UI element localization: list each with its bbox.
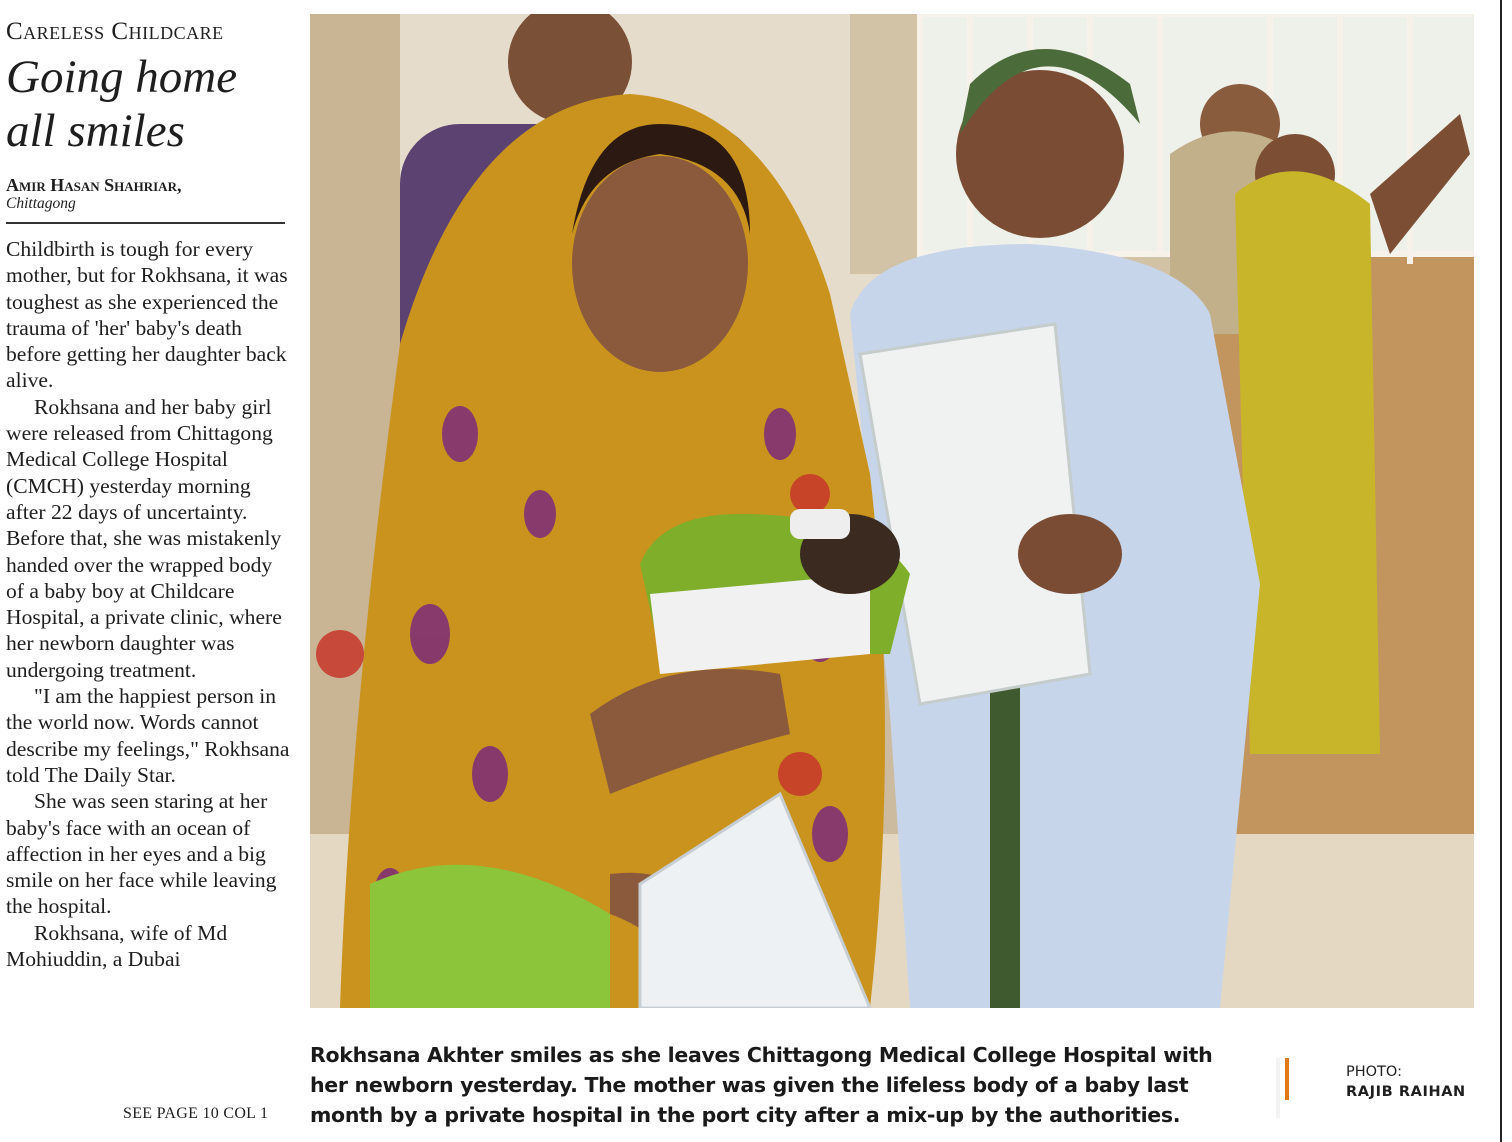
story-paragraph: Childbirth is tough for every mother, but for Rokhsana, it was toughest as she experienced the trauma of 'her' baby's death before getting her daughter back alive. (6, 237, 288, 393)
photo-caption: Rokhsana Akhter smiles as she leaves Chittagong Medical College Hospital with her newborn yesterday. The mother was given the lifeless body of a baby last month by a private hospital in the port city after a mix-up by the authorities. (310, 1043, 1213, 1127)
news-photo (310, 14, 1474, 1008)
story-paragraph: "I am the happiest person in the world now. Words cannot describe my feelings," Rokhsana told The Daily Star. (6, 684, 290, 787)
byline-divider (6, 222, 285, 224)
story-paragraph: Rokhsana and her baby girl were released from Chittagong Medical College Hospital (CMCH) yesterday morning after 22 days of uncertainty. Before that, she was mistakenly handed over the wrapped body of a baby boy at Childcare Hospital, a private clinic, where her newborn daughter was undergoing treatment. (6, 394, 282, 682)
photographer-name: RAJIB RAIHAN (1346, 1084, 1466, 1100)
byline: Amir Hasan Shahriar, (6, 175, 182, 195)
story-paragraph: Rokhsana, wife of Md Mohiuddin, a Dubai (6, 920, 228, 972)
caption-accent-bar (1276, 1058, 1280, 1118)
story-paragraph: She was seen staring at her baby's face with an ocean of affection in her eyes and a big smile on her face while leaving the hospital. (6, 789, 277, 919)
story-column (6, 18, 290, 972)
page-edge-rule (1500, 0, 1502, 1142)
dateline: Chittagong (6, 195, 76, 212)
story-kicker: Careless Childcare (6, 18, 224, 45)
story-headline: Going home all smiles (6, 51, 238, 157)
photo-credit (1346, 1062, 1466, 1102)
story-body (6, 236, 294, 972)
photo-credit-label: PHOTO: (1346, 1064, 1402, 1080)
continued-on-link[interactable]: SEE PAGE 10 COL 1 (123, 1105, 269, 1122)
